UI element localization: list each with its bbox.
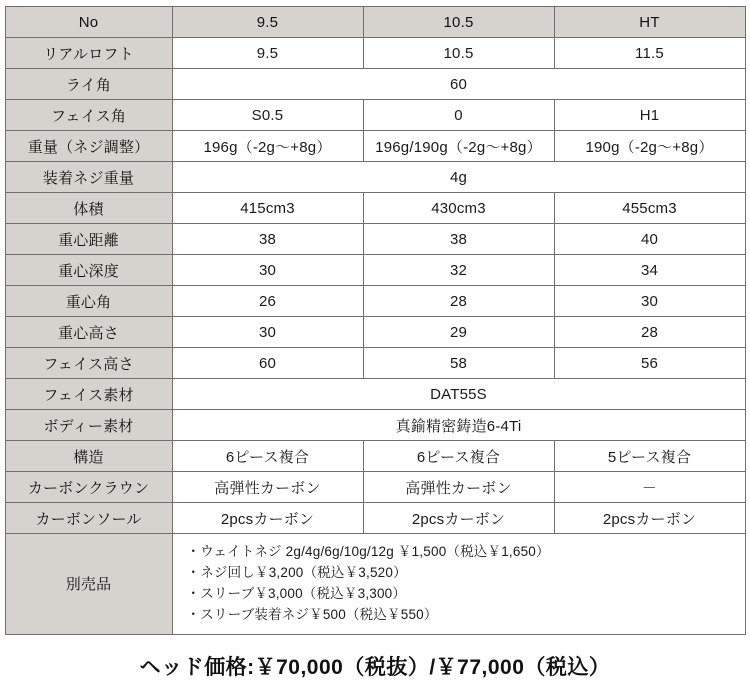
row-label: リアルロフト [5,38,172,69]
row-label: 重量（ネジ調整） [5,131,172,162]
specification-table [5,6,746,635]
table-cell: 2pcsカーボン [363,503,554,534]
table-row [5,379,745,410]
head-price-note: ヘッド価格:￥70,000（税抜）/￥77,000（税込） [139,655,611,679]
row-label: 構造 [5,441,172,472]
table-cell: 415cm3 [172,193,363,224]
table-row [5,224,745,255]
table-cell: 2pcsカーボン [554,503,745,534]
table-cell: 430cm3 [363,193,554,224]
row-label: フェイス角 [5,100,172,131]
column-header-10-5: 10.5 [363,7,554,38]
table-cell: S0.5 [172,100,363,131]
table-cell: 30 [554,286,745,317]
table-cell: 56 [554,348,745,379]
row-label: フェイス素材 [5,379,172,410]
table-cell: 6ピース複合 [363,441,554,472]
table-cell: 58 [363,348,554,379]
row-label: 重心高さ [5,317,172,348]
table-cell: 196g/190g（-2g〜+8g） [363,131,554,162]
table-cell: 6ピース複合 [172,441,363,472]
table-cell: 40 [554,224,745,255]
table-row-options [5,534,745,635]
table-row [5,38,745,69]
table-cell: 高弾性カーボン [172,472,363,503]
options-list [173,534,745,634]
table-cell: 28 [554,317,745,348]
table-row [5,317,745,348]
row-label: ボディー素材 [5,410,172,441]
table-row [5,410,745,441]
table-cell: 455cm3 [554,193,745,224]
column-header-ht: HT [554,7,745,38]
table-cell: 32 [363,255,554,286]
option-item: ・スリーブ￥3,000（税込￥3,300） [186,585,407,601]
row-label: 体積 [5,193,172,224]
table-row [5,348,745,379]
table-cell: 60 [172,348,363,379]
option-item: ・スリーブ装着ネジ￥500（税込￥550） [186,606,438,622]
table-row [5,100,745,131]
table-row [5,193,745,224]
table-cell: 高弾性カーボン [363,472,554,503]
table-cell: 9.5 [172,38,363,69]
option-item: ・ウェイトネジ 2g/4g/6g/10g/12g ￥1,500（税込￥1,650） [186,544,550,559]
table-cell: 196g（-2g〜+8g） [172,131,363,162]
table-row [5,503,745,534]
table-header-row [5,7,745,38]
table-header [5,7,745,38]
row-label: 重心深度 [5,255,172,286]
table-cell: 11.5 [554,38,745,69]
table-cell: 5ピース複合 [554,441,745,472]
table-row [5,162,745,193]
row-label: 装着ネジ重量 [5,162,172,193]
table-cell-span: DAT55S [172,379,745,410]
table-cell: 34 [554,255,745,286]
row-label: カーボンクラウン [5,472,172,503]
table-cell: 30 [172,255,363,286]
table-row [5,441,745,472]
options-cell [172,534,745,635]
row-label: フェイス高さ [5,348,172,379]
table-body [5,38,745,635]
table-row [5,131,745,162]
row-label: ライ角 [5,69,172,100]
table-cell: 0 [363,100,554,131]
table-row [5,69,745,100]
table-cell-span: 真鍮精密鋳造6-4Ti [172,410,745,441]
option-item: ・ネジ回し￥3,200（税込￥3,520） [186,564,407,580]
table-cell: H1 [554,100,745,131]
row-label: 別売品 [5,534,172,635]
table-cell: 29 [363,317,554,348]
table-cell: 190g（-2g〜+8g） [554,131,745,162]
spec-sheet [0,6,750,693]
table-cell: － [554,472,745,503]
table-row [5,472,745,503]
row-label: 重心角 [5,286,172,317]
table-row [5,255,745,286]
table-cell-span: 4g [172,162,745,193]
row-label: 重心距離 [5,224,172,255]
row-label: カーボンソール [5,503,172,534]
table-row [5,286,745,317]
table-cell: 28 [363,286,554,317]
table-cell-span: 60 [172,69,745,100]
table-cell: 2pcsカーボン [172,503,363,534]
table-cell: 30 [172,317,363,348]
table-cell: 26 [172,286,363,317]
table-cell: 38 [172,224,363,255]
column-header-9-5: 9.5 [172,7,363,38]
column-header-no: No [5,7,172,38]
table-cell: 10.5 [363,38,554,69]
table-cell: 38 [363,224,554,255]
